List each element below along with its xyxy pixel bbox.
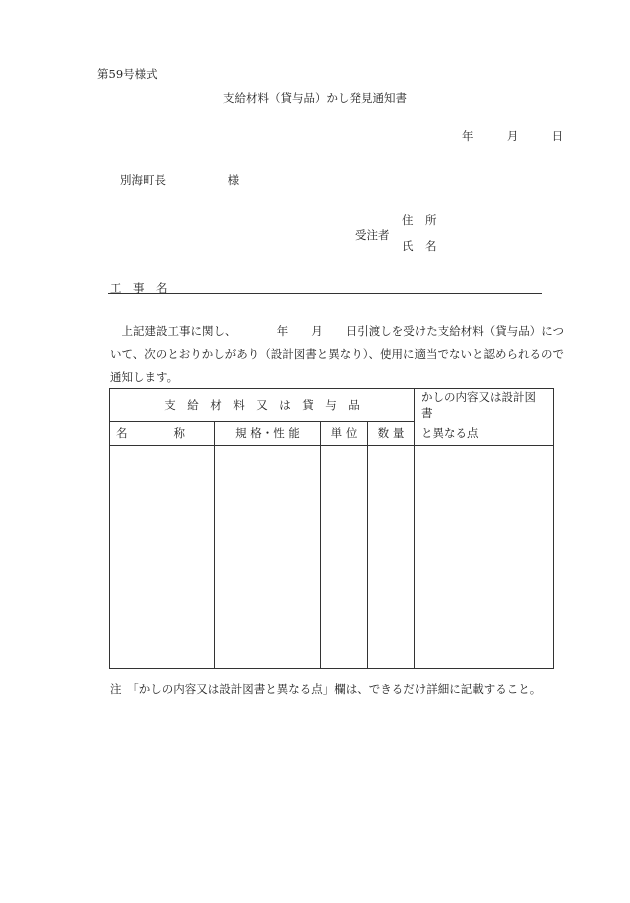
table-cell-spec[interactable] <box>215 445 321 669</box>
contractor-label: 受注者 <box>355 228 390 242</box>
notice-body-text: 上記建設工事に関し、 年 月 日引渡しを受けた支給材料（貸与品）について、次のとおりかしがあり（設計図書と異なり）、使用に適当でないと認められるので通知します。 <box>110 324 565 384</box>
table-cell-quantity[interactable] <box>368 445 415 669</box>
date-year-label: 年 <box>462 129 474 143</box>
column-header-spec: 規 格・性 能 <box>215 421 321 445</box>
project-name-label: 工 事 名 <box>110 281 168 295</box>
materials-group-header: 支 給 材 料 又 は 貸 与 品 <box>110 389 415 422</box>
defect-header-line2: と異なる点 <box>415 421 554 445</box>
column-header-name: 名 称 <box>110 421 215 445</box>
date-day-label: 日 <box>551 129 564 143</box>
document-title: 支給材料（貸与品）かし発見通知書 <box>223 91 407 105</box>
date-month-label: 月 <box>506 129 519 143</box>
table-cell-defect[interactable] <box>415 445 554 669</box>
address-label: 住 所 <box>402 213 437 227</box>
project-name-underline <box>108 293 542 294</box>
column-header-unit: 単 位 <box>321 421 368 445</box>
defect-header-line1: かしの内容又は設計図書 <box>415 389 554 422</box>
column-header-quantity: 数 量 <box>368 421 415 445</box>
addressee-name: 別海町長 <box>120 173 166 187</box>
table-cell-unit[interactable] <box>321 445 368 669</box>
materials-table <box>109 388 554 669</box>
date-fields <box>462 128 563 144</box>
table-cell-name[interactable] <box>110 445 215 669</box>
name-label: 氏 名 <box>402 239 437 253</box>
note-text: 注 「かしの内容又は設計図書と異なる点」欄は、できるだけ詳細に記載すること。 <box>110 682 542 696</box>
addressee-honorific: 様 <box>227 173 240 187</box>
addressee <box>120 172 239 188</box>
form-number: 第59号様式 <box>97 67 158 81</box>
